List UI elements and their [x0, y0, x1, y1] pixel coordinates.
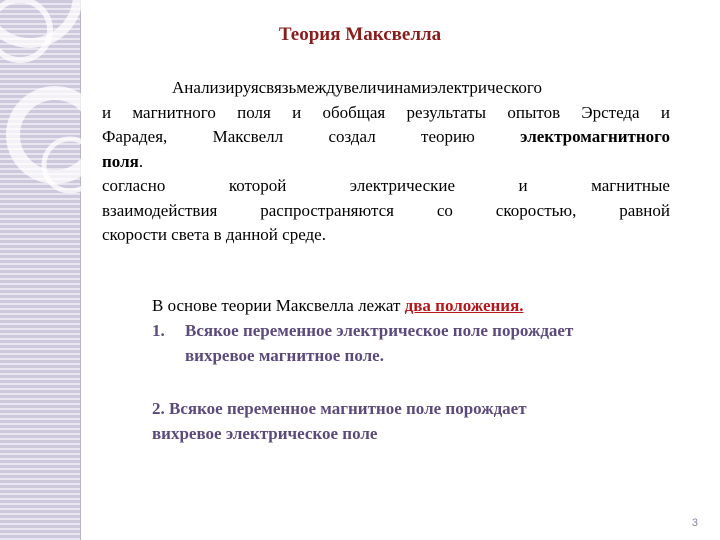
postulate-1-continued: вихревое магнитное поле. [185, 346, 384, 365]
paragraph-line: Анализируясвязьмеждувеличинамиэлектрического [172, 78, 542, 97]
postulate-2-continued: вихревое электрическое поле [152, 424, 378, 443]
list-number: 1. [152, 321, 165, 340]
postulate-2: 2. Всякое переменное магнитное поле порождает [152, 399, 527, 418]
bold-term: поля [102, 151, 139, 171]
highlight-two-statements: два положения. [404, 296, 524, 315]
maxwell-postulates [152, 293, 712, 446]
postulate-1: 1. Всякое переменное электрическое поле порождает [152, 318, 712, 343]
paragraph-line: и магнитного поля и обобщая результаты опытов Эрстеда и [102, 102, 670, 122]
paragraph-line: Фарадея, Максвелл создал теорию электромагнитного [102, 125, 670, 150]
paragraph-line: взаимодействия распространяются со скоростью, равной [102, 200, 670, 220]
paragraph-line: согласно которой электрические и магнитные [102, 176, 670, 195]
slide-title: Теория Максвелла [278, 24, 442, 45]
paragraph-line: скорости света в данной среде. [102, 225, 326, 244]
page-number: 3 [691, 517, 698, 529]
main-paragraph [102, 76, 670, 248]
bold-term: электромагнитного [520, 127, 670, 146]
paragraph-line: поля. [102, 151, 144, 171]
postulates-intro: В основе теории Максвелла лежат два положения. [152, 296, 524, 315]
